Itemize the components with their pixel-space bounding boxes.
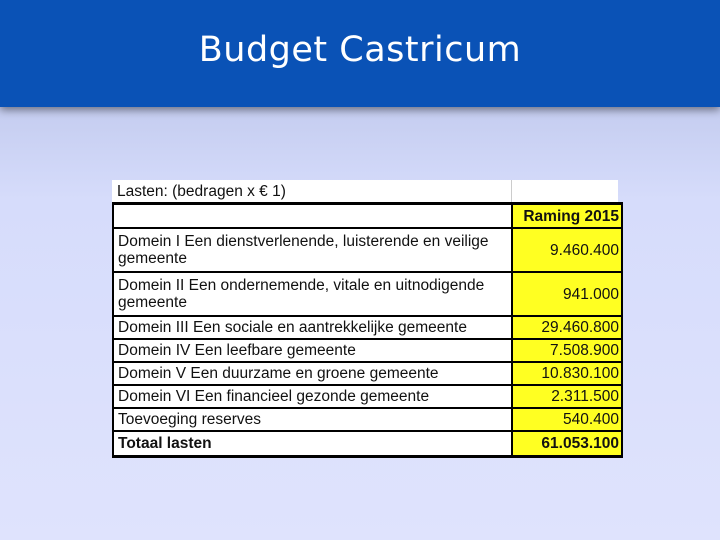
total-row <box>113 431 622 457</box>
budget-table <box>112 180 623 458</box>
table-row <box>113 272 622 316</box>
row-label: Domein V Een duurzame en groene gemeente <box>113 362 512 385</box>
row-label: Domein III Een sociale en aantrekkelijke gemeente <box>113 316 512 339</box>
table-row <box>113 316 622 339</box>
row-label: Domein VI Een financieel gezonde gemeente <box>113 385 512 408</box>
table-row <box>113 408 622 431</box>
row-value: 29.460.800 <box>512 316 623 339</box>
header-empty-cell <box>113 204 512 229</box>
row-label: Toevoeging reserves <box>113 408 512 431</box>
row-label: Domein II Een ondernemende, vitale en uitnodigende gemeente <box>113 272 512 316</box>
column-header-raming: Raming 2015 <box>512 204 623 229</box>
table-row <box>113 362 622 385</box>
slide-title: Budget Castricum <box>198 30 522 70</box>
table-row <box>113 228 622 272</box>
caption-empty-cell <box>512 180 623 204</box>
row-value: 540.400 <box>512 408 623 431</box>
title-bar <box>0 0 720 107</box>
row-value: 2.311.500 <box>512 385 623 408</box>
budget-table-image <box>112 180 618 458</box>
row-label: Domein I Een dienstverlenende, luisterende en veilige gemeente <box>113 228 512 272</box>
header-row <box>113 204 622 229</box>
row-value: 7.508.900 <box>512 339 623 362</box>
table-row <box>113 385 622 408</box>
row-value: 9.460.400 <box>512 228 623 272</box>
total-label: Totaal lasten <box>113 431 512 457</box>
table-caption: Lasten: (bedragen x € 1) <box>113 180 512 204</box>
row-label: Domein IV Een leefbare gemeente <box>113 339 512 362</box>
table-row <box>113 339 622 362</box>
total-value: 61.053.100 <box>512 431 623 457</box>
caption-row <box>113 180 622 204</box>
row-value: 10.830.100 <box>512 362 623 385</box>
row-value: 941.000 <box>512 272 623 316</box>
